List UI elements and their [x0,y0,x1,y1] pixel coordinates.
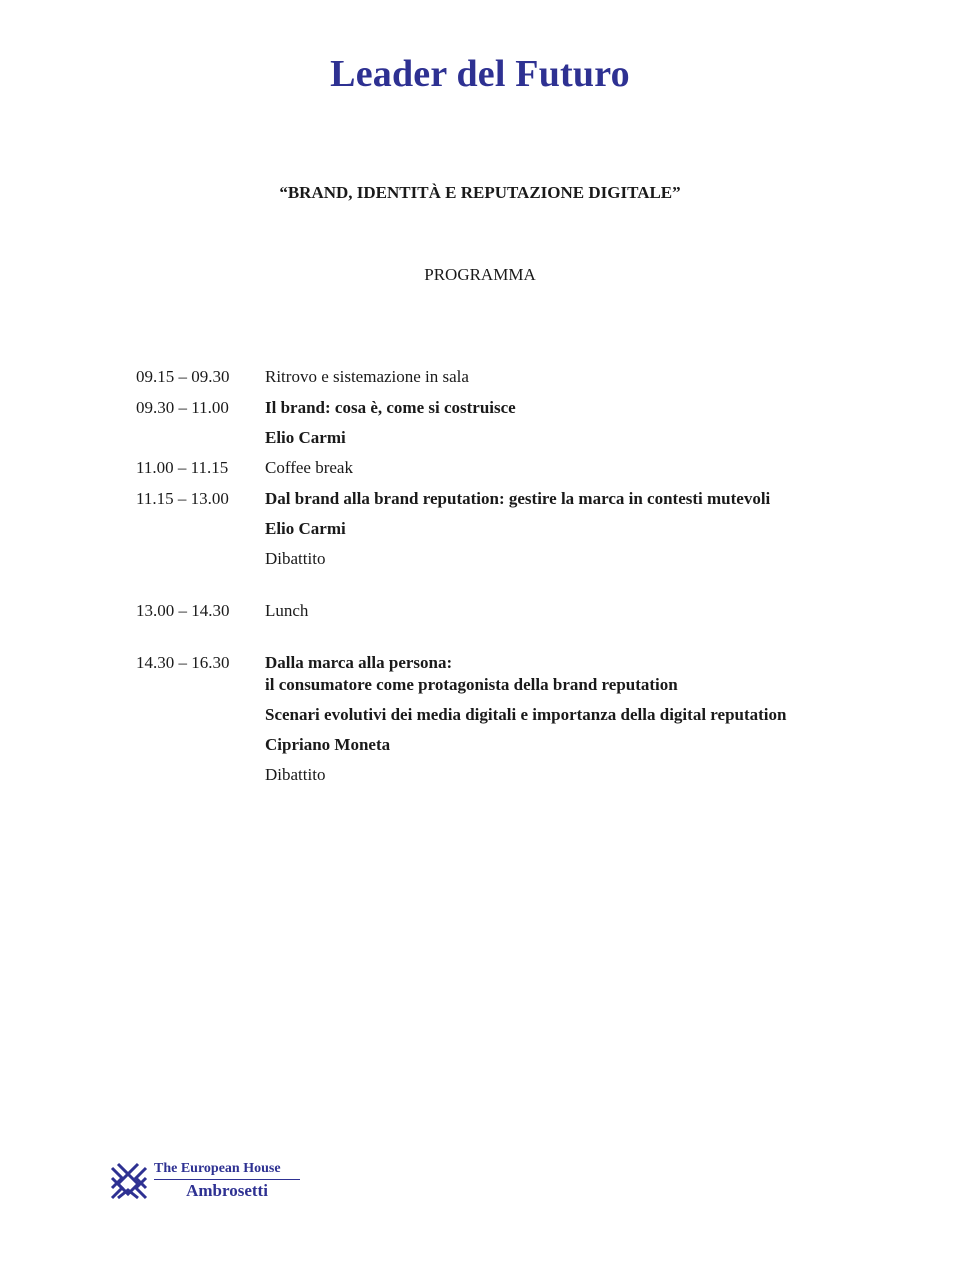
session-activity: Ritrovo e sistemazione in sala [265,367,469,386]
schedule-row [136,488,856,570]
document-subtitle: “BRAND, IDENTITÀ E REPUTAZIONE DIGITALE” [279,183,681,202]
session-activity: Coffee break [265,458,353,477]
logo-line-1: The European House [154,1161,300,1180]
session-subtitle: Scenari evolutivi dei media digitali e importanza della digital reputation [265,705,787,724]
schedule-content [265,366,856,388]
schedule-time: 09.15 – 09.30 [136,367,230,386]
logo-line-2: Ambrosetti [186,1181,268,1200]
session-activity: Lunch [265,601,309,620]
document-title: Leader del Futuro [330,53,630,95]
session-speaker: Cipriano Moneta [265,735,391,754]
schedule-content [265,457,856,479]
schedule-time: 11.15 – 13.00 [136,489,229,508]
session-discussion: Dibattito [265,765,326,784]
schedule-table [136,366,856,786]
session-speaker: Elio Carmi [265,428,346,447]
schedule-row [136,652,856,786]
session-title: Il brand: cosa è, come si costruisce [265,398,516,417]
schedule-time: 14.30 – 16.30 [136,653,230,672]
schedule-content [265,397,856,457]
ambrosetti-logo-icon [108,1160,150,1202]
program-heading: PROGRAMMA [424,265,536,284]
logo-wordmark [154,1161,300,1201]
schedule-content [265,652,856,786]
footer-logo [108,1160,300,1202]
schedule-time: 11.00 – 11.15 [136,458,229,477]
session-title: Dalla marca alla persona: [265,653,453,672]
schedule-content [265,600,856,622]
schedule-row [136,600,856,622]
session-discussion: Dibattito [265,549,326,568]
session-title: Dal brand alla brand reputation: gestire la marca in contesti mutevoli [265,489,771,508]
schedule-time: 13.00 – 14.30 [136,601,230,620]
session-title-continued: il consumatore come protagonista della brand reputation [265,675,678,694]
schedule-content [265,488,856,570]
session-speaker: Elio Carmi [265,519,346,538]
schedule-row [136,457,856,479]
schedule-time: 09.30 – 11.00 [136,398,229,417]
schedule-row [136,397,856,457]
schedule-row [136,366,856,388]
